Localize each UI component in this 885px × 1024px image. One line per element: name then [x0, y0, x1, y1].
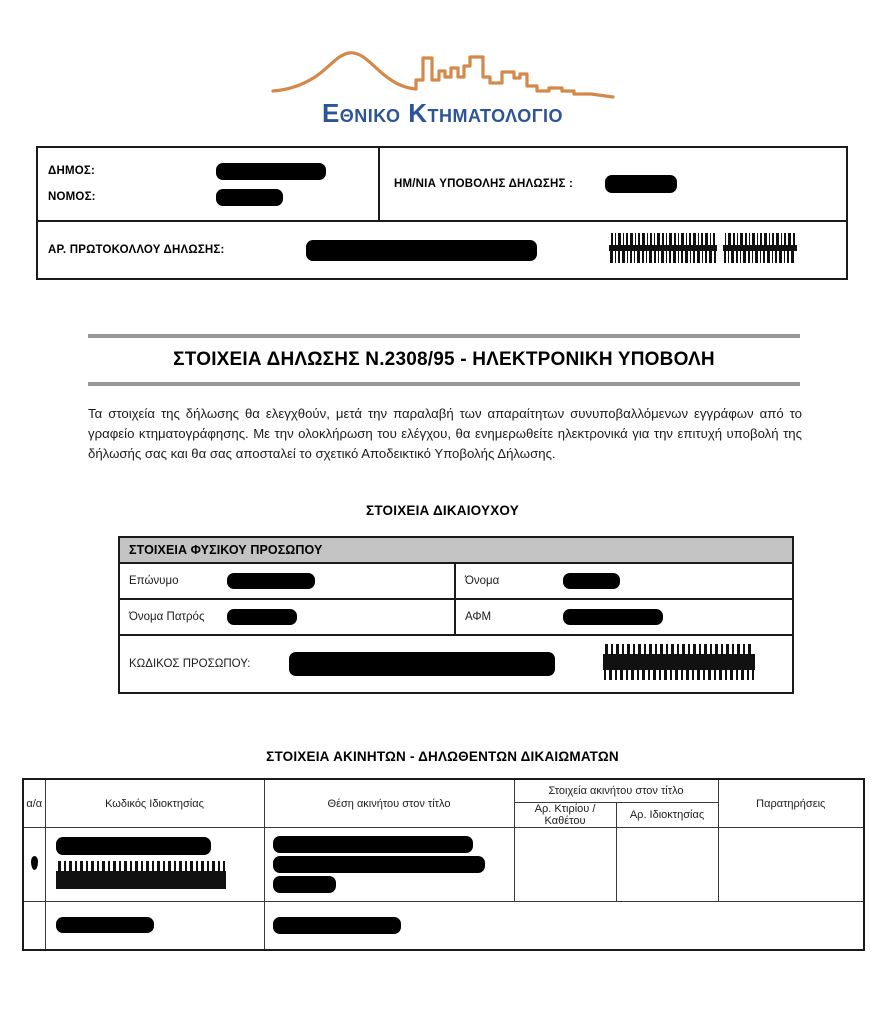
person-code-row: [120, 636, 792, 692]
row1-property-code-stack: [46, 837, 264, 892]
page-title: ΣΤΟΙΧΕΙΑ ΔΗΛΩΣΗΣ Ν.2308/95 - ΗΛΕΚΤΡΟΝΙΚΗ ΥΠΟΒΟΛΗ: [173, 349, 715, 370]
beneficiary-row-2: [120, 600, 792, 636]
prefecture-label: ΝΟΜΟΣ:: [48, 191, 96, 203]
beneficiary-heading: ΣΤΟΙΧΕΙΑ ΔΙΚΑΙΟΥΧΟΥ: [366, 503, 519, 518]
row1-location-stack: [265, 836, 514, 893]
row1-location-line2-redacted: [273, 856, 485, 873]
row1-property-code-redacted: [56, 837, 211, 855]
protocol-row: [38, 222, 846, 278]
col-location: Θέση ακινήτου στον τίτλο: [264, 779, 514, 828]
fathername-cell: [120, 600, 456, 634]
fathername-value-redacted: [227, 609, 297, 625]
row1-building-no-cell: [514, 828, 616, 902]
tax-id-value-redacted: [563, 609, 663, 625]
row1-ownership-no-cell: [616, 828, 718, 902]
firstname-cell: [456, 564, 792, 598]
row1-remarks-cell: [718, 828, 864, 902]
header-top-row: [38, 148, 846, 222]
row1-index-redacted: [31, 856, 38, 870]
row2-property-code-stack: [46, 917, 264, 933]
beneficiary-table-header: ΣΤΟΙΧΕΙΑ ΦΥΣΙΚΟΥ ΠΡΟΣΩΠΟΥ: [120, 538, 792, 564]
col-index: α/α: [23, 779, 45, 828]
prefecture-row: [48, 184, 378, 210]
properties-heading: ΣΤΟΙΧΕΙΑ ΑΚΙΝΗΤΩΝ - ΔΗΛΩΘΕΝΤΩΝ ΔΙΚΑΙΩΜΑΤΩΝ: [266, 749, 619, 764]
intro-paragraph: Τα στοιχεία της δήλωσης θα ελεγχθούν, μετά την παραλαβή των απαραίτητων συνυποβαλλόμενων εγγράφων από το γραφείο κτηματογράφησης. Με την ολοκλήρωση του ελέγχου, θα ενημερωθείτε ηλεκτρονικά για την επιτυχή υποβολή της δήλωσής σας και θα σας αποσταλεί το σχετικό Αποδεικτικό Υποβολής Δήλωσης.: [88, 406, 802, 461]
declaration-header-box: [36, 146, 848, 280]
row2-location-redacted: [273, 917, 401, 934]
row2-property-code-cell: [45, 902, 264, 950]
person-code-barcode: [603, 642, 755, 687]
submission-date-field: [380, 148, 846, 220]
surname-label: Επώνυμο: [129, 575, 179, 587]
surname-cell: [120, 564, 456, 598]
fathername-label: Όνομα Πατρός: [129, 611, 205, 623]
row2-location-cell: [264, 902, 864, 950]
protocol-label: ΑΡ. ΠΡΩΤΟΚΟΛΛΟΥ ΔΗΛΩΣΗΣ:: [48, 244, 225, 256]
row1-property-code-cell: [45, 828, 264, 902]
properties-header-row-1: [23, 779, 864, 803]
mountain-skyline-icon: [271, 44, 615, 102]
protocol-value-redacted: [306, 240, 537, 261]
properties-table: [22, 778, 865, 951]
municipality-label: ΔΗΜΟΣ:: [48, 165, 96, 177]
table-row: [23, 902, 864, 950]
hellenic-cadastre-logo: [271, 44, 615, 127]
col-property-code: Κωδικός Ιδιοκτησίας: [45, 779, 264, 828]
row1-location-line1-redacted: [273, 836, 473, 853]
col-title-details-group: Στοιχεία ακινήτου στον τίτλο: [514, 779, 718, 803]
col-ownership-no: Αρ. Ιδιοκτησίας: [616, 803, 718, 828]
table-row: [23, 828, 864, 902]
location-fields: [38, 148, 380, 220]
row1-location-line3-redacted: [273, 876, 336, 893]
surname-value-redacted: [227, 573, 315, 589]
firstname-label: Όνομα: [465, 575, 500, 587]
row2-index-cell: [23, 902, 45, 950]
municipality-row: [48, 158, 378, 184]
beneficiary-table: [118, 536, 794, 694]
beneficiary-row-1: [120, 564, 792, 600]
prefecture-value-redacted: [216, 189, 283, 206]
property-code-barcode: [56, 861, 226, 892]
row1-location-cell: [264, 828, 514, 902]
properties-table-head: [23, 779, 864, 828]
protocol-barcode: [609, 231, 797, 270]
row2-property-code-redacted: [56, 917, 154, 933]
col-building-no: Αρ. Κτιρίου / Καθέτου: [514, 803, 616, 828]
tax-id-cell: [456, 600, 792, 634]
municipality-value-redacted: [216, 163, 326, 180]
submission-date-value-redacted: [605, 175, 677, 193]
document-title-block: [88, 334, 800, 386]
firstname-value-redacted: [563, 573, 620, 589]
row1-index-cell: [23, 828, 45, 902]
submission-date-label: ΗΜ/ΝΙΑ ΥΠΟΒΟΛΗΣ ΔΗΛΩΣΗΣ :: [394, 178, 573, 190]
row2-location-stack: [265, 917, 864, 934]
person-code-value-redacted: [289, 652, 555, 676]
tax-id-label: ΑΦΜ: [465, 611, 492, 623]
person-code-label: ΚΩΔΙΚΟΣ ΠΡΟΣΩΠΟΥ:: [129, 658, 251, 670]
logo-text: Εθνικο Κτηματολογιο: [321, 98, 564, 128]
properties-table-body: [23, 828, 864, 950]
col-remarks: Παρατηρήσεις: [718, 779, 864, 828]
title-rule-bottom: [88, 382, 800, 386]
logo-header: [0, 0, 885, 127]
